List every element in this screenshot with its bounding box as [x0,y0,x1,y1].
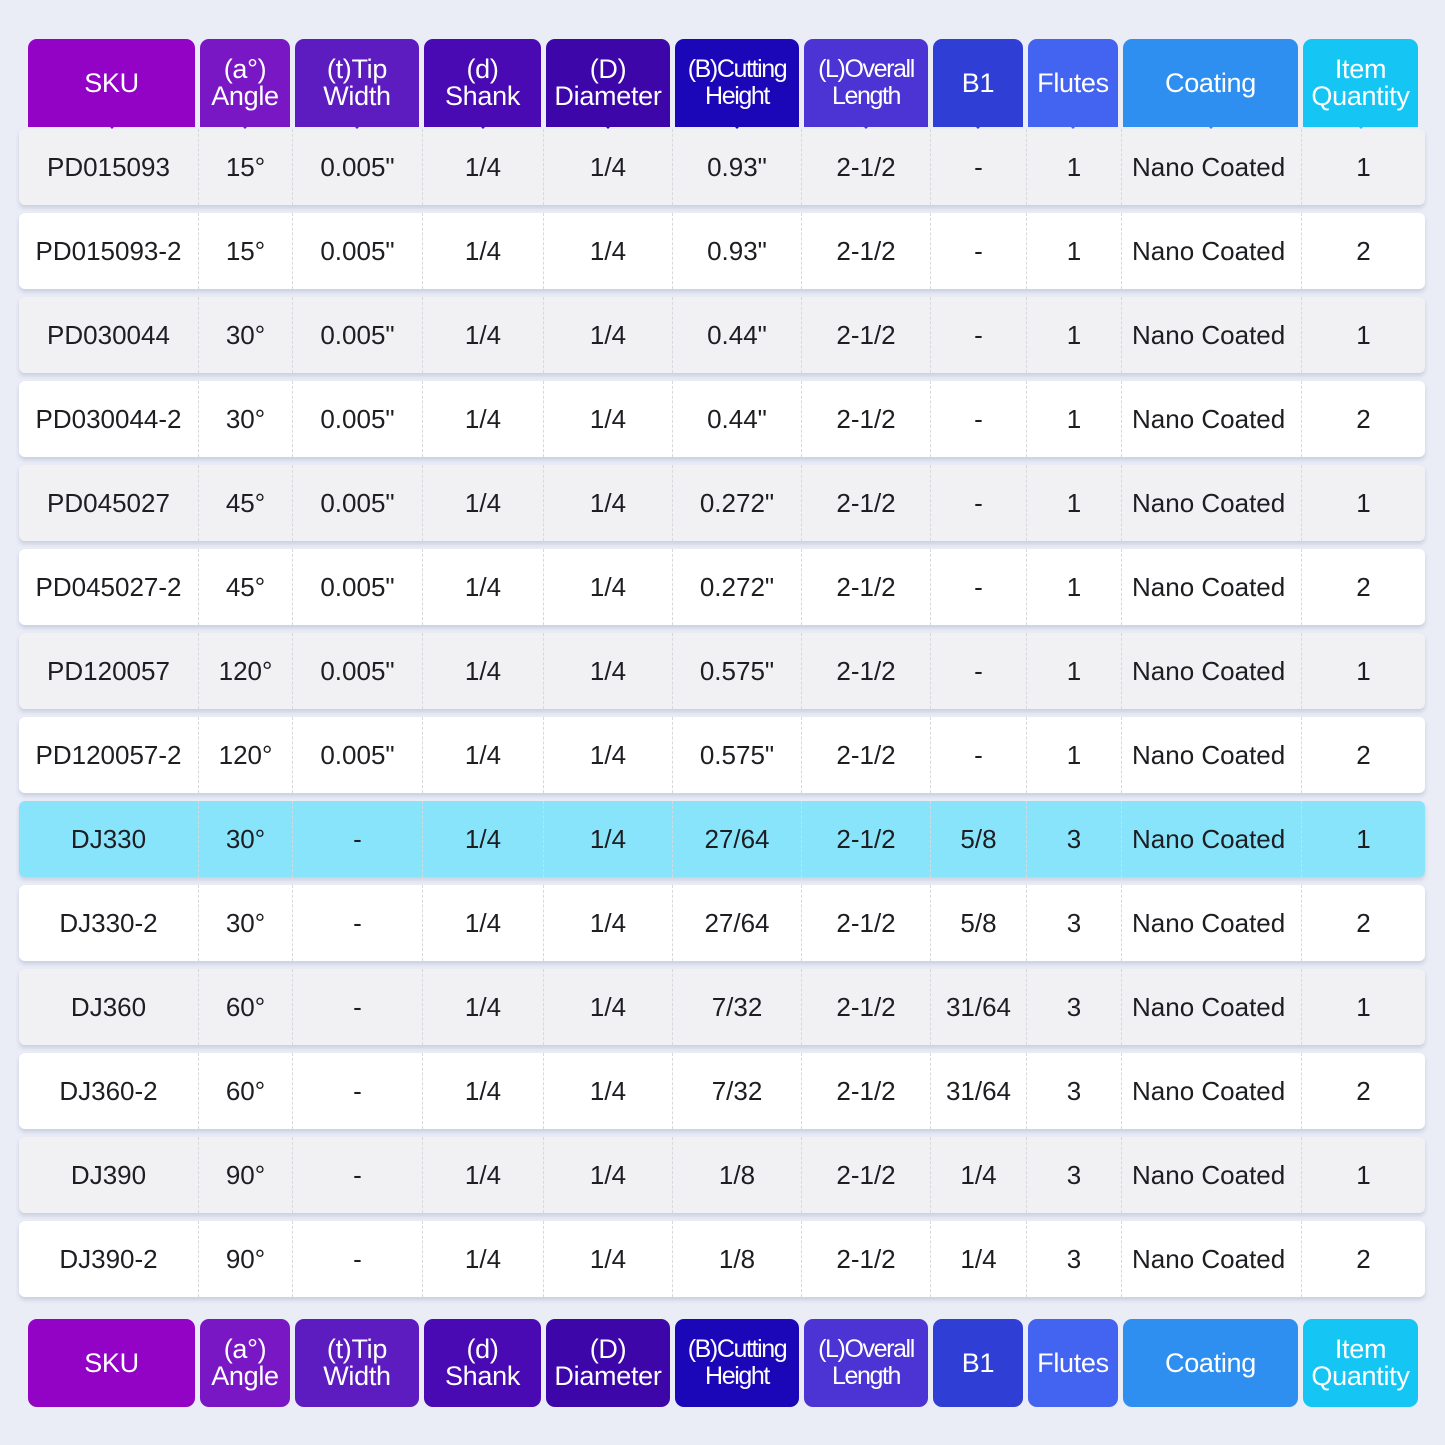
header-angle [200,39,290,127]
cell-b1: 31/64 [930,969,1026,1045]
header-label: Length [831,1362,901,1390]
cell-coating: Nano Coated [1121,213,1301,289]
table-row [19,1053,1425,1129]
cell-shank: 1/4 [422,1221,543,1297]
cell-angle: 30° [198,381,292,457]
cell-tip-width: - [292,885,422,961]
cell-tip-width: 0.005" [292,297,422,373]
cell-item-quantity: 2 [1301,549,1425,625]
cell-overall-length: 2-1/2 [801,885,930,961]
cell-tip-width: 0.005" [292,465,422,541]
header-pointer-b1 [969,120,987,129]
cell-cutting-height: 0.272" [672,465,801,541]
cell-b1: - [930,549,1026,625]
cell-sku: DJ330-2 [59,907,158,938]
cell-tip-width: 0.005" [292,717,422,793]
header-label: Length [831,82,901,110]
cell-diameter: 1/4 [543,969,672,1045]
cell-angle: 30° [198,801,292,877]
header-pointer-angle [236,120,254,129]
cell-cutting-height: 27/64 [672,801,801,877]
header-flutes [1028,39,1118,127]
header-label: Height [705,1362,769,1390]
cell-item-quantity: 2 [1301,1221,1425,1297]
cell-item-quantity: 1 [1301,801,1425,877]
cell-diameter: 1/4 [543,381,672,457]
cell-sku: PD120057 [47,655,170,686]
cell-cutting-height: 0.93" [672,213,801,289]
cell-cutting-height: 0.575" [672,717,801,793]
cell-item-quantity: 1 [1301,969,1425,1045]
cell-overall-length: 2-1/2 [801,633,930,709]
table-row [19,801,1425,877]
cell-overall-length: 2-1/2 [801,465,930,541]
cell-b1: 31/64 [930,1053,1026,1129]
cell-tip-width: 0.005" [292,549,422,625]
cell-shank: 1/4 [422,633,543,709]
cell-angle: 30° [198,885,292,961]
footer-header-tip-width [295,1319,419,1407]
footer-header-overall-length [804,1319,928,1407]
header-label: SKU [84,1347,139,1378]
cell-b1: - [930,297,1026,373]
cell-shank: 1/4 [422,801,543,877]
cell-b1: - [930,717,1026,793]
cell-angle: 60° [198,969,292,1045]
footer-header-b1 [933,1319,1023,1407]
header-label: (t)Tip [326,54,388,84]
cell-coating: Nano Coated [1121,1137,1301,1213]
header-label: (a°) [223,54,267,84]
cell-diameter: 1/4 [543,129,672,205]
header-label: Angle [211,81,279,111]
cell-coating: Nano Coated [1121,549,1301,625]
header-item-quantity [1303,39,1418,127]
cell-shank: 1/4 [422,213,543,289]
cell-sku: PD030044-2 [35,403,182,434]
cell-flutes: 1 [1026,297,1121,373]
footer-header-cutting-height [675,1319,799,1407]
cell-angle: 90° [198,1221,292,1297]
header-shank [424,39,541,127]
cell-item-quantity: 2 [1301,381,1425,457]
table-row [19,213,1425,289]
cell-sku: DJ390 [70,1159,147,1190]
header-label: (L)Overall [818,55,914,83]
footer-header-coating [1123,1319,1298,1407]
cell-item-quantity: 2 [1301,1053,1425,1129]
cell-angle: 90° [198,1137,292,1213]
header-label: Item [1334,54,1387,84]
cell-diameter: 1/4 [543,717,672,793]
header-pointer-overall-length [857,120,875,129]
cell-sku: DJ390-2 [59,1243,158,1274]
cell-sku: PD045027-2 [35,571,182,602]
cell-flutes: 1 [1026,213,1121,289]
cell-flutes: 3 [1026,801,1121,877]
cell-overall-length: 2-1/2 [801,549,930,625]
cell-flutes: 3 [1026,1221,1121,1297]
header-pointer-cutting-height [728,120,746,129]
cell-coating: Nano Coated [1121,969,1301,1045]
header-label: Flutes [1037,67,1109,98]
cell-coating: Nano Coated [1121,381,1301,457]
header-coating [1123,39,1298,127]
header-label: Diameter [554,81,662,111]
header-label: Item [1334,1334,1387,1364]
cell-flutes: 1 [1026,129,1121,205]
header-label: Coating [1165,1347,1256,1378]
cell-diameter: 1/4 [543,885,672,961]
cell-item-quantity: 2 [1301,885,1425,961]
table-row [19,381,1425,457]
cell-coating: Nano Coated [1121,465,1301,541]
cell-coating: Nano Coated [1121,1053,1301,1129]
cell-diameter: 1/4 [543,465,672,541]
header-pointer-item-quantity [1352,120,1370,129]
cell-shank: 1/4 [422,717,543,793]
cell-overall-length: 2-1/2 [801,381,930,457]
cell-overall-length: 2-1/2 [801,717,930,793]
header-label: B1 [961,1347,995,1378]
cell-cutting-height: 0.44" [672,297,801,373]
cell-overall-length: 2-1/2 [801,129,930,205]
table-row [19,465,1425,541]
cell-diameter: 1/4 [543,549,672,625]
cell-angle: 15° [198,213,292,289]
header-pointer-sku [103,120,121,129]
cell-shank: 1/4 [422,1053,543,1129]
cell-b1: 5/8 [930,801,1026,877]
cell-b1: - [930,213,1026,289]
table-row [19,1137,1425,1213]
cell-angle: 120° [198,633,292,709]
cell-diameter: 1/4 [543,633,672,709]
cell-flutes: 1 [1026,549,1121,625]
cell-sku: DJ360 [70,991,147,1022]
cell-flutes: 3 [1026,885,1121,961]
cell-shank: 1/4 [422,549,543,625]
table-row [19,297,1425,373]
cell-tip-width: - [292,801,422,877]
cell-angle: 30° [198,297,292,373]
header-label: (B)Cutting [687,1335,787,1363]
cell-flutes: 1 [1026,717,1121,793]
cell-sku: DJ360-2 [59,1075,158,1106]
header-tip-width [295,39,419,127]
cell-overall-length: 2-1/2 [801,213,930,289]
header-cutting-height [675,39,799,127]
cell-overall-length: 2-1/2 [801,801,930,877]
cell-b1: 1/4 [930,1137,1026,1213]
cell-item-quantity: 1 [1301,633,1425,709]
cell-shank: 1/4 [422,465,543,541]
cell-tip-width: - [292,969,422,1045]
header-b1 [933,39,1023,127]
table-row [19,717,1425,793]
table-header-bottom [0,1319,1445,1407]
header-pointer-coating [1202,120,1220,129]
header-label: Angle [211,1361,279,1391]
cell-shank: 1/4 [422,129,543,205]
cell-angle: 60° [198,1053,292,1129]
footer-header-flutes [1028,1319,1118,1407]
cell-item-quantity: 1 [1301,465,1425,541]
cell-overall-length: 2-1/2 [801,1221,930,1297]
cell-sku: PD030044 [47,319,170,350]
footer-header-item-quantity [1303,1319,1418,1407]
header-pointer-flutes [1064,120,1082,129]
cell-angle: 120° [198,717,292,793]
cell-flutes: 3 [1026,969,1121,1045]
cell-item-quantity: 2 [1301,213,1425,289]
cell-cutting-height: 0.575" [672,633,801,709]
cell-angle: 45° [198,549,292,625]
cell-shank: 1/4 [422,381,543,457]
cell-item-quantity: 1 [1301,129,1425,205]
header-diameter [546,39,670,127]
cell-sku: PD015093-2 [35,235,182,266]
cell-coating: Nano Coated [1121,801,1301,877]
cell-diameter: 1/4 [543,801,672,877]
cell-coating: Nano Coated [1121,633,1301,709]
header-label: Shank [444,81,521,111]
cell-diameter: 1/4 [543,1137,672,1213]
header-pointer-shank [474,120,492,129]
table-row [19,549,1425,625]
header-label: Coating [1165,67,1256,98]
cell-overall-length: 2-1/2 [801,969,930,1045]
cell-sku: DJ330 [70,823,147,854]
header-label: (D) [589,54,627,84]
footer-header-angle [200,1319,290,1407]
cell-diameter: 1/4 [543,1221,672,1297]
cell-cutting-height: 27/64 [672,885,801,961]
footer-header-diameter [546,1319,670,1407]
cell-b1: 5/8 [930,885,1026,961]
cell-cutting-height: 0.93" [672,129,801,205]
cell-flutes: 1 [1026,465,1121,541]
header-label: (d) [466,1334,499,1364]
table-row [19,633,1425,709]
cell-item-quantity: 2 [1301,717,1425,793]
cell-tip-width: 0.005" [292,129,422,205]
cell-tip-width: 0.005" [292,633,422,709]
cell-shank: 1/4 [422,297,543,373]
cell-coating: Nano Coated [1121,717,1301,793]
header-label: Width [323,1361,391,1391]
cell-angle: 45° [198,465,292,541]
cell-cutting-height: 0.44" [672,381,801,457]
cell-flutes: 3 [1026,1137,1121,1213]
cell-b1: - [930,129,1026,205]
cell-coating: Nano Coated [1121,297,1301,373]
cell-sku: PD015093 [47,151,170,182]
table-row [19,885,1425,961]
header-label: Width [323,81,391,111]
cell-cutting-height: 1/8 [672,1137,801,1213]
table-row [19,129,1425,205]
header-label: Height [705,82,769,110]
cell-angle: 15° [198,129,292,205]
cell-overall-length: 2-1/2 [801,1137,930,1213]
cell-b1: - [930,381,1026,457]
cell-b1: - [930,465,1026,541]
cell-coating: Nano Coated [1121,129,1301,205]
cell-coating: Nano Coated [1121,885,1301,961]
header-label: Quantity [1311,1361,1410,1391]
cell-cutting-height: 1/8 [672,1221,801,1297]
cell-sku: PD120057-2 [35,739,182,770]
cell-flutes: 1 [1026,633,1121,709]
header-label: SKU [84,67,139,98]
header-label: Shank [444,1361,521,1391]
table-row [19,969,1425,1045]
header-overall-length [804,39,928,127]
header-label: (a°) [223,1334,267,1364]
cell-tip-width: - [292,1221,422,1297]
header-label: B1 [961,67,995,98]
cell-item-quantity: 1 [1301,297,1425,373]
header-label: (L)Overall [818,1335,914,1363]
cell-item-quantity: 1 [1301,1137,1425,1213]
cell-b1: - [930,633,1026,709]
cell-shank: 1/4 [422,1137,543,1213]
header-pointer-diameter [599,120,617,129]
cell-shank: 1/4 [422,969,543,1045]
header-label: (d) [466,54,499,84]
cell-cutting-height: 7/32 [672,969,801,1045]
cell-tip-width: - [292,1053,422,1129]
cell-diameter: 1/4 [543,297,672,373]
cell-coating: Nano Coated [1121,1221,1301,1297]
cell-overall-length: 2-1/2 [801,297,930,373]
cell-diameter: 1/4 [543,1053,672,1129]
table-row [19,1221,1425,1297]
cell-b1: 1/4 [930,1221,1026,1297]
header-sku [28,39,195,127]
cell-flutes: 3 [1026,1053,1121,1129]
header-label: Diameter [554,1361,662,1391]
cell-overall-length: 2-1/2 [801,1053,930,1129]
cell-tip-width: 0.005" [292,381,422,457]
header-label: Flutes [1037,1347,1109,1378]
header-label: (B)Cutting [687,55,787,83]
header-label: (D) [589,1334,627,1364]
cell-cutting-height: 0.272" [672,549,801,625]
table-header-top [0,39,1445,127]
cell-tip-width: 0.005" [292,213,422,289]
header-pointer-tip-width [348,120,366,129]
cell-shank: 1/4 [422,885,543,961]
header-label: Quantity [1311,81,1410,111]
footer-header-shank [424,1319,541,1407]
cell-diameter: 1/4 [543,213,672,289]
footer-header-sku [28,1319,195,1407]
cell-cutting-height: 7/32 [672,1053,801,1129]
cell-sku: PD045027 [47,487,170,518]
cell-tip-width: - [292,1137,422,1213]
cell-flutes: 1 [1026,381,1121,457]
header-label: (t)Tip [326,1334,388,1364]
